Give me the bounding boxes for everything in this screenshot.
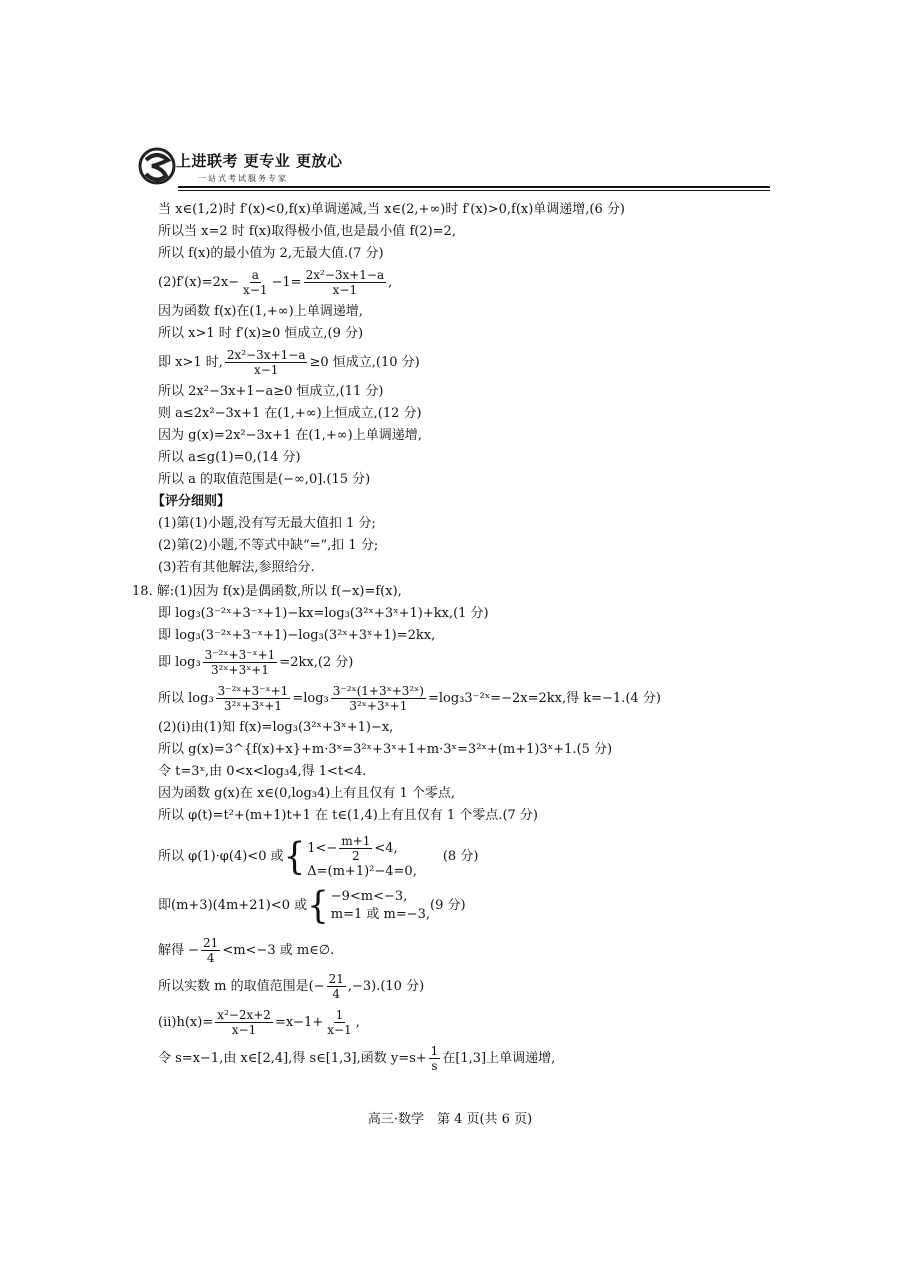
text-line: 因为函数 g(x)在 x∈(0,log₃4)上有且仅有 1 个零点,: [158, 786, 456, 801]
text-line: 即 log₃(3⁻²ˣ+3⁻ˣ+1)−kx=log₃(3²ˣ+3ˣ+1)+kx,(1 分): [158, 606, 489, 621]
substitution-line: 令 s=x−1,由 x∈[2,4],得 s∈[1,3],函数 y=s+ $\frac{1}{s}$ 在[1,3]上单调递增,: [158, 1044, 556, 1073]
text-line: 因为函数 f(x)在(1,+∞)上单调递增,: [158, 304, 363, 319]
h-function-line: (ii)h(x)= $\frac{\text{x²−2x+2}}{x-1}$ =x−1+ $\frac{1}{x-1}$ ,: [158, 1008, 360, 1037]
case-system-line: 所以 φ(1)·φ(4)<0 或 { 1<− $\frac{m+1}{2}$ <4, Δ=(m+1)²−4=0, (8 分): [158, 833, 479, 879]
problem-18-start: 18. 解:(1)因为 f(x)是偶函数,所以 f(−x)=f(x),: [132, 584, 402, 599]
inequality-line: 即 x>1 时, $\frac{\text{2x²−3x+1−a}}{x-1}$ ≥0 恒成立,(10 分): [158, 348, 420, 377]
text-line: 所以 f(x)的最小值为 2,无最大值.(7 分): [158, 246, 384, 261]
grading-rule: (1)第(1)小题,没有写无最大值扣 1 分;: [158, 516, 376, 531]
text-line: 所以 2x²−3x+1−a≥0 恒成立,(11 分): [158, 384, 384, 399]
page-footer: 高三·数学 第 4 页(共 6 页): [367, 1112, 533, 1127]
log-fraction-line: 所以 log₃ $\frac{\text{3⁻²ˣ+3⁻ˣ+1}}{\text{3²ˣ+3ˣ+1}}$ =log₃ $\frac{\text{3⁻²ˣ(1+3ˣ+3²ˣ)}}{\text{3²ˣ+3ˣ+1}}$ =log₃3⁻²ˣ=−2x=2kx,得 k=−1.(4 分): [158, 684, 661, 713]
text-line: 所以 φ(t)=t²+(m+1)t+1 在 t∈(1,4)上有且仅有 1 个零点.(7 分): [158, 808, 538, 823]
text-line: (2)(i)由(1)知 f(x)=log₃(3²ˣ+3ˣ+1)−x,: [158, 720, 394, 735]
page-header: [138, 146, 770, 192]
text-line: 即 log₃(3⁻²ˣ+3⁻ˣ+1)−log₃(3²ˣ+3ˣ+1)=2kx,: [158, 628, 436, 643]
grading-rule: (2)第(2)小题,不等式中缺“=”,扣 1 分;: [158, 538, 379, 553]
text-line: 令 t=3ˣ,由 0<x<log₃4,得 1<t<4.: [158, 764, 367, 779]
text-line: 所以 g(x)=3^{f(x)+x}+m·3ˣ=3²ˣ+3ˣ+1+m·3ˣ=3²ˣ+(m+1)3ˣ+1.(5 分): [158, 742, 613, 757]
derivative-line: (2)f′(x)=2x− $\frac{a}{x-1}$ −1= $\frac{\text{2x²−3x+1−a}}{x-1}$ ,: [158, 268, 393, 297]
brand-name: 上进联考 更专业 更放心: [176, 152, 343, 170]
text-line: 因为 g(x)=2x²−3x+1 在(1,+∞)上单调递增,: [158, 428, 422, 443]
text-line: 所以 a≤g(1)=0,(14 分): [158, 450, 301, 465]
solution-line: 解得 − $\frac{21}{4}$ <m<−3 或 m∈∅.: [158, 936, 335, 965]
range-line: 所以实数 m 的取值范围是(− $\frac{21}{4}$ ,−3).(10 分): [158, 972, 425, 1001]
brand-slogan: 一站式考试服务专家: [198, 174, 288, 183]
case-system-line: 即(m+3)(4m+21)<0 或 { −9<m<−3, m=1 或 m=−3, (9 分): [158, 884, 466, 928]
header-rule: [178, 186, 770, 188]
grading-rule: (3)若有其他解法,参照给分.: [158, 560, 315, 575]
text-line: 则 a≤2x²−3x+1 在(1,+∞)上恒成立,(12 分): [158, 406, 422, 421]
text-line: 当 x∈(1,2)时 f′(x)<0,f(x)单调递减,当 x∈(2,+∞)时 f′(x)>0,f(x)单调递增,(6 分): [158, 202, 625, 217]
grading-heading: 【评分细则】: [152, 494, 231, 509]
text-line: 所以当 x=2 时 f(x)取得极小值,也是最小值 f(2)=2,: [158, 224, 456, 239]
brand-logo-icon: [138, 146, 176, 186]
text-line: 所以 x>1 时 f′(x)≥0 恒成立,(9 分): [158, 326, 364, 341]
text-line: 所以 a 的取值范围是(−∞,0].(15 分): [158, 472, 371, 487]
header-rule-thin: [178, 190, 770, 191]
log-fraction-line: 即 log₃ $\frac{\text{3⁻²ˣ+3⁻ˣ+1}}{\text{3²ˣ+3ˣ+1}}$ =2kx,(2 分): [158, 648, 354, 677]
